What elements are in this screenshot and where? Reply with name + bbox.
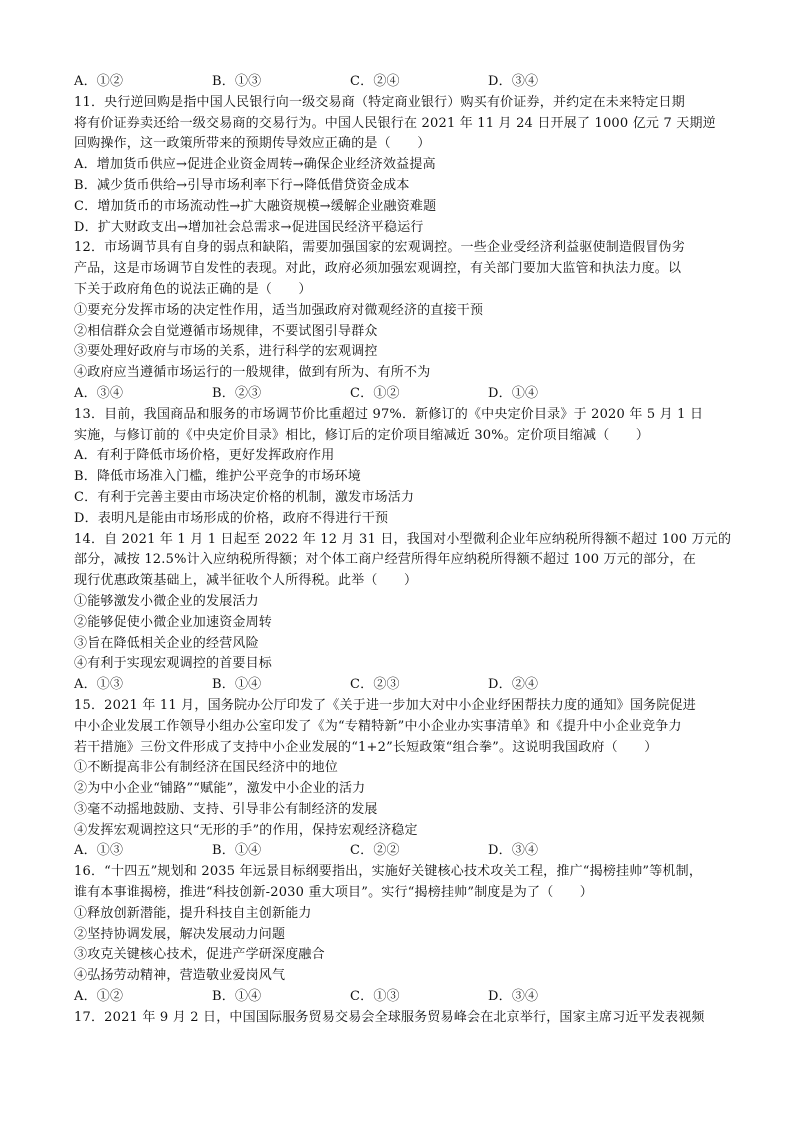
question-stem-line: 将有价证券卖还给一级交易商的交易行为。中国人民银行在 2021 年 11 月 24 日开展了 1000 亿元 7 天期逆 — [74, 115, 716, 131]
statement-item: ④政府应当遵循市场运行的一般规律，做到有所为、有所不为 — [74, 365, 431, 381]
option-b: B．②③ — [212, 385, 262, 401]
option-a: A．③④ — [74, 385, 124, 401]
statement-item: ①不断提高非公有制经济在国民经济中的地位 — [74, 760, 339, 776]
question-stem-line: 下关于政府角色的说法正确的是（ ） — [74, 281, 312, 297]
statement-item: ②为中小企业“铺路”“赋能”，激发中小企业的活力 — [74, 781, 366, 797]
option-b: B．①③ — [212, 74, 262, 89]
question-13 — [74, 405, 724, 530]
option-c: C．①② — [350, 385, 400, 401]
question-stem-line: 中小企业发展工作领导小组办公室印发了《为“专精特新”中小企业办实事清单》和《提升中小企业竞争力 — [74, 718, 682, 734]
question-stem-line: 若干措施》三份文件形成了支持中小企业发展的“1+2”长短政策“组合拳”。这说明我国政府（ ） — [74, 739, 658, 755]
q15-options — [74, 841, 724, 862]
statement-item: ④发挥宏观调控这只“无形的手”的作用，保持宏观经济稳定 — [74, 822, 418, 838]
statement-item: ③旨在降低相关企业的经营风险 — [74, 635, 259, 651]
option-d: D．③④ — [488, 843, 539, 859]
question-stem-line: 11．央行逆回购是指中国人民银行向一级交易商（特定商业银行）购买有价证券，并约定在未来特定日期 — [74, 94, 685, 110]
question-stem-line: 13．目前，我国商品和服务的市场调节价比重超过 97%．新修订的《中央定价目录》于 2020 年 5 月 1 日 — [74, 406, 704, 422]
question-stem-line: 谁有本事谁揭榜，推进“科技创新-2030 重大项目”。实行“揭榜挂帅”制度是为了（ ） — [74, 885, 593, 901]
statement-item: ③毫不动摇地鼓励、支持、引导非公有制经济的发展 — [74, 801, 378, 817]
question-stem-line: 部分，减按 12.5%计入应纳税所得额；对个体工商户经营所得年应纳税所得额不超过 100 万元的部分，在 — [74, 552, 696, 568]
option-d: D．③④ — [488, 74, 539, 89]
option-b: B．①④ — [212, 843, 262, 859]
exam-page — [74, 72, 732, 1029]
option-a: A．①② — [74, 74, 124, 89]
statement-item: ③攻克关键核心技术，促进产学研深度融合 — [74, 947, 325, 963]
statement-item: ③要处理好政府与市场的关系，进行科学的宏观调控 — [74, 344, 378, 360]
question-stem-line: 16．“十四五”规划和 2035 年远景目标纲要指出，实施好关键核心技术攻关工程，推广“揭榜挂帅”等机制， — [74, 864, 703, 880]
option-d: D．③④ — [488, 989, 539, 1005]
option-c: C．②② — [350, 843, 400, 859]
choice-d: D．扩大财政支出→增加社会总需求→促进国民经济平稳运行 — [74, 219, 424, 235]
choice-b: B．减少货币供给→引导市场利率下行→降低借贷资金成本 — [74, 177, 410, 193]
question-stem-line: 15．2021 年 11 月，国务院办公厅印发了《关于进一步加大对中小企业纾困帮扶力度的通知》国务院促进 — [74, 697, 696, 713]
choice-a: A．增加货币供应→促进企业资金周转→确保企业经济效益提高 — [74, 157, 436, 173]
question-12 — [74, 238, 724, 404]
statement-item: ①释放创新潜能，提升科技自主创新能力 — [74, 905, 312, 921]
question-14 — [74, 530, 732, 696]
statement-item: ①要充分发挥市场的决定性作用，适当加强政府对微观经济的直接干预 — [74, 302, 484, 318]
option-d: D．②④ — [488, 677, 539, 693]
option-b: B．①④ — [212, 677, 262, 693]
question-17 — [74, 1008, 724, 1029]
statement-item: ②相信群众会自觉遵循市场规律，不要试图引导群众 — [74, 323, 378, 339]
question-stem-line: 现行优惠政策基础上，减半征收个人所得税。此举（ ） — [74, 573, 418, 589]
question-stem-line: 12．市场调节具有自身的弱点和缺陷，需要加强国家的宏观调控。一些企业受经济利益驱使制造假冒伪劣 — [74, 240, 685, 256]
option-a: A．①② — [74, 989, 124, 1005]
statement-item: ①能够激发小微企业的发展活力 — [74, 593, 259, 609]
q14-options — [74, 675, 724, 696]
question-16 — [74, 862, 724, 1008]
statement-item: ②能够促使小微企业加速资金周转 — [74, 614, 273, 630]
option-c: C．②④ — [350, 74, 400, 89]
question-stem-line: 回购操作，这一政策所带来的预期传导效应正确的是（ ） — [74, 136, 431, 152]
statement-item: ②坚持协调发展，解决发展动力问题 — [74, 926, 286, 942]
question-stem-line: 17．2021 年 9 月 2 日，中国国际服务贸易交易会全球服务贸易峰会在北京举行，国家主席习近平发表视频 — [74, 1009, 705, 1025]
question-stem-line: 实施，与修订前的《中央定价目录》相比，修订后的定价项目缩减近 30%。定价项目缩减（ ） — [74, 427, 650, 443]
option-b: B．①④ — [212, 989, 262, 1005]
question-stem-line: 产品，这是市场调节自发性的表现。对此，政府必须加强宏观调控，有关部门要加大监管和执法力度。以 — [74, 261, 682, 277]
choice-c: C．增加货币的市场流动性→扩大融资规模→缓解企业融资难题 — [74, 198, 437, 214]
question-11 — [74, 93, 724, 239]
question-15 — [74, 696, 724, 862]
choice-b: B．降低市场准入门槛，维护公平竞争的市场环境 — [74, 469, 361, 485]
option-c: C．①③ — [350, 989, 400, 1005]
statement-item: ④有利于实现宏观调控的首要目标 — [74, 656, 273, 672]
choice-a: A．有利于降低市场价格，更好发挥政府作用 — [74, 448, 335, 464]
choice-c: C．有利于完善主要由市场决定价格的机制，激发市场活力 — [74, 489, 415, 505]
q10-options — [74, 72, 724, 93]
option-a: A．①③ — [74, 843, 124, 859]
statement-item: ④弘扬劳动精神，营造敬业爱岗风气 — [74, 968, 286, 984]
option-a: A．①③ — [74, 677, 124, 693]
q16-options — [74, 987, 724, 1008]
option-c: C．②③ — [350, 677, 400, 693]
option-d: D．①④ — [488, 385, 539, 401]
question-stem-line: 14．自 2021 年 1 月 1 日起至 2022 年 12 月 31 日，我国对小型微利企业年应纳税所得额不超过 100 万元的 — [74, 531, 732, 547]
q12-options — [74, 384, 724, 405]
choice-d: D．表明凡是能由市场形成的价格，政府不得进行干预 — [74, 510, 389, 526]
